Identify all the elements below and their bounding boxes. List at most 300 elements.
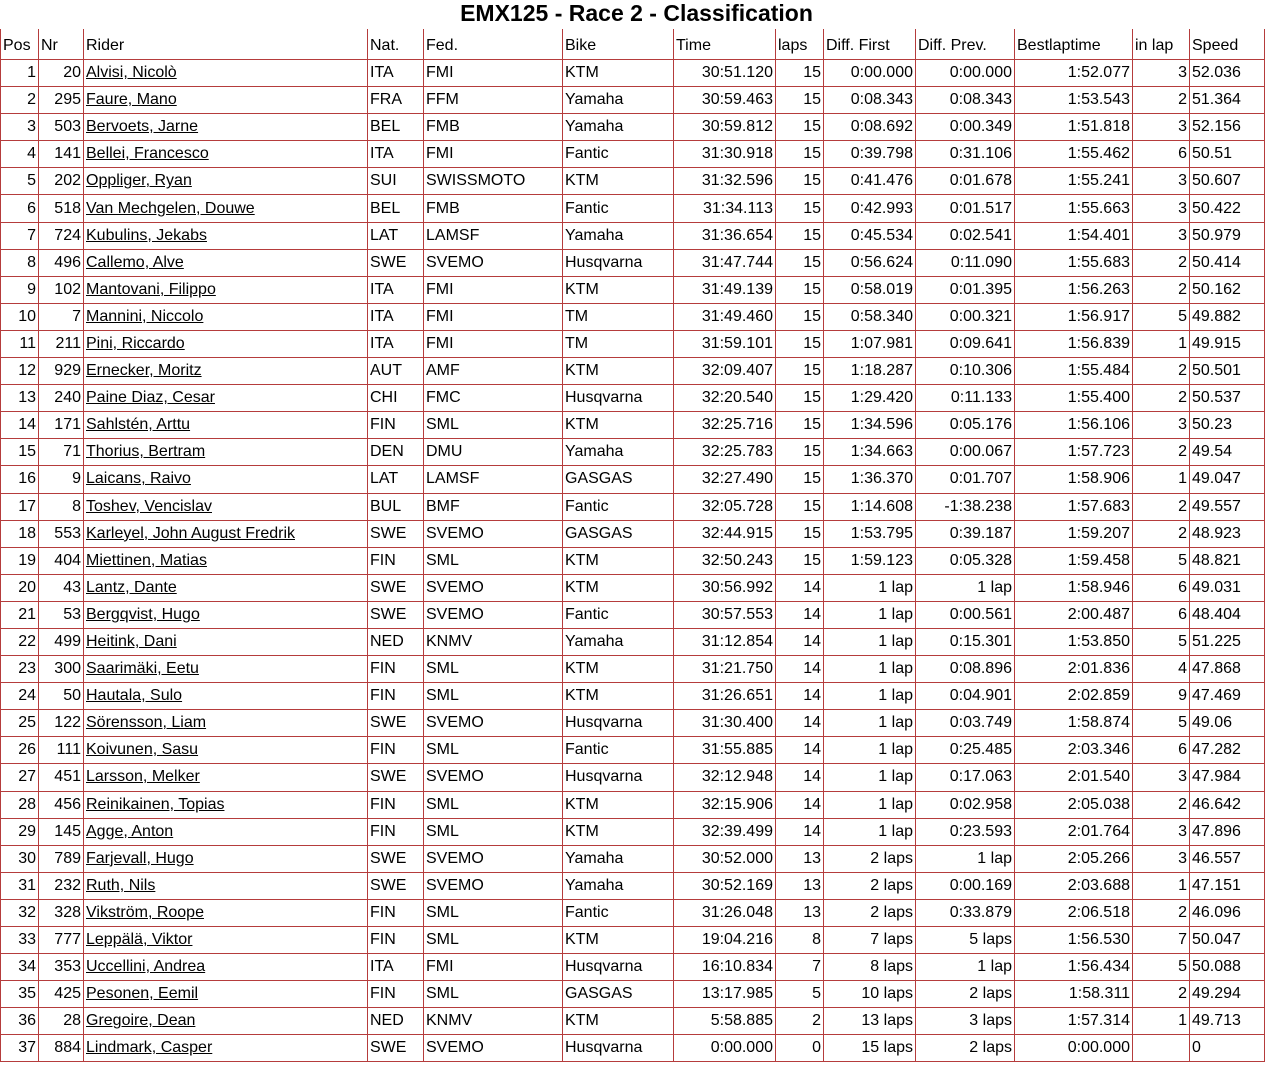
- cell-diff-prev: 0:00.067: [916, 439, 1015, 466]
- cell-time: 31:12.854: [674, 629, 776, 656]
- rider-link[interactable]: Koivunen, Sasu: [86, 741, 199, 759]
- cell-nat: SWE: [368, 575, 424, 602]
- cell-laps: 15: [776, 439, 824, 466]
- cell-diff-prev: 0:23.593: [916, 819, 1015, 846]
- cell-in-lap: 1: [1133, 1008, 1190, 1035]
- cell-fed: DMU: [424, 439, 563, 466]
- rider-link[interactable]: Pini, Riccardo: [86, 334, 185, 352]
- cell-fed: KNMV: [424, 629, 563, 656]
- cell-time: 32:27.490: [674, 466, 776, 493]
- cell-in-lap: 3: [1133, 114, 1190, 141]
- cell-diff-prev: 0:11.090: [916, 250, 1015, 277]
- cell-diff-prev: 0:02.958: [916, 792, 1015, 819]
- cell-nat: CHI: [368, 385, 424, 412]
- cell-rider: [84, 195, 368, 222]
- rider-link[interactable]: Bergqvist, Hugo: [86, 605, 200, 623]
- cell-bestlaptime: 2:01.836: [1015, 656, 1133, 683]
- cell-nr: 141: [39, 141, 84, 168]
- table-row: [0, 1035, 1265, 1062]
- cell-speed: 50.047: [1190, 927, 1265, 954]
- cell-diff-prev: -1:38.238: [916, 494, 1015, 521]
- rider-link[interactable]: Oppliger, Ryan: [86, 172, 192, 190]
- cell-speed: 50.979: [1190, 223, 1265, 250]
- cell-laps: 15: [776, 494, 824, 521]
- cell-nat: BEL: [368, 195, 424, 222]
- cell-nat: LAT: [368, 223, 424, 250]
- cell-laps: 15: [776, 548, 824, 575]
- table-row: [0, 223, 1265, 250]
- rider-link[interactable]: Heitink, Dani: [86, 633, 177, 651]
- cell-rider: [84, 954, 368, 981]
- rider-link[interactable]: Reinikainen, Topias: [86, 795, 225, 813]
- cell-time: 16:10.834: [674, 954, 776, 981]
- cell-nat: ITA: [368, 60, 424, 87]
- cell-nr: 211: [39, 331, 84, 358]
- rider-link[interactable]: Van Mechgelen, Douwe: [86, 199, 255, 217]
- cell-diff-prev: 1 lap: [916, 846, 1015, 873]
- rider-link[interactable]: Kubulins, Jekabs: [86, 226, 207, 244]
- cell-rider: [84, 304, 368, 331]
- cell-laps: 2: [776, 1008, 824, 1035]
- rider-link[interactable]: Ernecker, Moritz: [86, 362, 202, 380]
- table-body: [0, 60, 1265, 1062]
- cell-rider: [84, 602, 368, 629]
- cell-rider: [84, 277, 368, 304]
- cell-pos: 15: [0, 439, 39, 466]
- cell-nr: 171: [39, 412, 84, 439]
- cell-nr: 518: [39, 195, 84, 222]
- cell-diff-prev: 5 laps: [916, 927, 1015, 954]
- cell-rider: [84, 927, 368, 954]
- table-row: [0, 141, 1265, 168]
- cell-fed: SML: [424, 548, 563, 575]
- cell-laps: 15: [776, 114, 824, 141]
- cell-in-lap: 2: [1133, 87, 1190, 114]
- cell-bike: KTM: [563, 656, 674, 683]
- rider-link[interactable]: Gregoire, Dean: [86, 1012, 196, 1030]
- cell-laps: 14: [776, 629, 824, 656]
- rider-link[interactable]: Lantz, Dante: [86, 578, 177, 596]
- cell-speed: 50.162: [1190, 277, 1265, 304]
- cell-pos: 13: [0, 385, 39, 412]
- cell-pos: 7: [0, 223, 39, 250]
- cell-in-lap: 2: [1133, 250, 1190, 277]
- cell-in-lap: 2: [1133, 385, 1190, 412]
- cell-fed: SVEMO: [424, 250, 563, 277]
- cell-time: 5:58.885: [674, 1008, 776, 1035]
- cell-fed: FMI: [424, 954, 563, 981]
- cell-diff-first: 1 lap: [824, 764, 916, 791]
- cell-laps: 13: [776, 873, 824, 900]
- table-row: [0, 1008, 1265, 1035]
- cell-bestlaptime: 2:05.038: [1015, 792, 1133, 819]
- cell-diff-first: 2 laps: [824, 846, 916, 873]
- cell-nr: 724: [39, 223, 84, 250]
- cell-bike: GASGAS: [563, 466, 674, 493]
- cell-diff-first: 1 lap: [824, 602, 916, 629]
- cell-time: 32:25.783: [674, 439, 776, 466]
- rider-link[interactable]: Alvisi, Nicolò: [86, 64, 177, 82]
- table-row: [0, 629, 1265, 656]
- cell-fed: FMI: [424, 60, 563, 87]
- table-row: [0, 900, 1265, 927]
- rider-link[interactable]: Saarimäki, Eetu: [86, 660, 199, 678]
- cell-bestlaptime: 1:53.543: [1015, 87, 1133, 114]
- cell-diff-first: 1:14.608: [824, 494, 916, 521]
- cell-laps: 7: [776, 954, 824, 981]
- rider-link[interactable]: Callemo, Alve: [86, 253, 184, 271]
- cell-nat: SWE: [368, 602, 424, 629]
- cell-pos: 37: [0, 1035, 39, 1062]
- cell-time: 31:26.651: [674, 683, 776, 710]
- column-header-pos: Pos: [0, 29, 39, 60]
- cell-time: 31:30.918: [674, 141, 776, 168]
- cell-pos: 25: [0, 710, 39, 737]
- cell-bike: Husqvarna: [563, 764, 674, 791]
- table-row: [0, 358, 1265, 385]
- cell-nat: SWE: [368, 846, 424, 873]
- cell-rider: [84, 548, 368, 575]
- cell-bestlaptime: 2:05.266: [1015, 846, 1133, 873]
- cell-diff-prev: 0:10.306: [916, 358, 1015, 385]
- cell-rider: [84, 737, 368, 764]
- cell-diff-first: 1:34.596: [824, 412, 916, 439]
- cell-fed: LAMSF: [424, 223, 563, 250]
- cell-time: 31:49.139: [674, 277, 776, 304]
- cell-nat: SWE: [368, 764, 424, 791]
- cell-nat: NED: [368, 629, 424, 656]
- cell-bestlaptime: 1:58.311: [1015, 981, 1133, 1008]
- cell-laps: 15: [776, 195, 824, 222]
- cell-fed: SML: [424, 683, 563, 710]
- cell-fed: KNMV: [424, 1008, 563, 1035]
- cell-bestlaptime: 1:57.683: [1015, 494, 1133, 521]
- cell-nr: 929: [39, 358, 84, 385]
- cell-diff-first: 0:56.624: [824, 250, 916, 277]
- rider-link[interactable]: Thorius, Bertram: [86, 443, 206, 461]
- table-row: [0, 927, 1265, 954]
- rider-link[interactable]: Bervoets, Jarne: [86, 118, 199, 136]
- cell-rider: [84, 494, 368, 521]
- cell-laps: 14: [776, 792, 824, 819]
- cell-bestlaptime: 2:03.346: [1015, 737, 1133, 764]
- cell-fed: FMI: [424, 304, 563, 331]
- cell-time: 30:59.812: [674, 114, 776, 141]
- cell-speed: 47.282: [1190, 737, 1265, 764]
- cell-rider: [84, 141, 368, 168]
- cell-fed: SML: [424, 412, 563, 439]
- cell-in-lap: 2: [1133, 439, 1190, 466]
- cell-laps: 15: [776, 250, 824, 277]
- table-row: [0, 304, 1265, 331]
- cell-nr: 503: [39, 114, 84, 141]
- rider-link[interactable]: Sahlstén, Arttu: [86, 416, 191, 434]
- cell-nr: 28: [39, 1008, 84, 1035]
- cell-nat: ITA: [368, 141, 424, 168]
- cell-laps: 15: [776, 60, 824, 87]
- column-header-fed: Fed.: [424, 29, 563, 60]
- cell-diff-first: 15 laps: [824, 1035, 916, 1062]
- cell-diff-prev: 0:17.063: [916, 764, 1015, 791]
- cell-bestlaptime: 2:03.688: [1015, 873, 1133, 900]
- cell-fed: SML: [424, 927, 563, 954]
- cell-laps: 15: [776, 223, 824, 250]
- cell-speed: 47.896: [1190, 819, 1265, 846]
- cell-nr: 43: [39, 575, 84, 602]
- cell-bestlaptime: 1:57.314: [1015, 1008, 1133, 1035]
- cell-fed: FMI: [424, 141, 563, 168]
- cell-nat: SWE: [368, 521, 424, 548]
- cell-bike: Husqvarna: [563, 385, 674, 412]
- cell-bestlaptime: 1:55.241: [1015, 168, 1133, 195]
- cell-in-lap: 3: [1133, 819, 1190, 846]
- cell-laps: 14: [776, 764, 824, 791]
- cell-speed: 50.088: [1190, 954, 1265, 981]
- cell-nr: 777: [39, 927, 84, 954]
- cell-in-lap: 2: [1133, 981, 1190, 1008]
- cell-speed: 49.031: [1190, 575, 1265, 602]
- rider-link[interactable]: Agge, Anton: [86, 822, 174, 840]
- rider-link[interactable]: Karleyel, John August Fredrik: [86, 524, 295, 542]
- rider-link[interactable]: Bellei, Francesco: [86, 145, 209, 163]
- cell-pos: 6: [0, 195, 39, 222]
- cell-diff-first: 0:58.019: [824, 277, 916, 304]
- cell-in-lap: 3: [1133, 846, 1190, 873]
- cell-time: 31:47.744: [674, 250, 776, 277]
- cell-bike: Fantic: [563, 737, 674, 764]
- table-row: [0, 466, 1265, 493]
- cell-diff-first: 13 laps: [824, 1008, 916, 1035]
- column-header-diff-first: Diff. First: [824, 29, 916, 60]
- cell-diff-prev: 0:05.176: [916, 412, 1015, 439]
- cell-nr: 456: [39, 792, 84, 819]
- column-header-speed: Speed: [1190, 29, 1265, 60]
- rider-link[interactable]: Miettinen, Matias: [86, 551, 207, 569]
- cell-bike: KTM: [563, 168, 674, 195]
- cell-diff-first: 1 lap: [824, 656, 916, 683]
- cell-pos: 17: [0, 494, 39, 521]
- cell-nr: 295: [39, 87, 84, 114]
- cell-speed: 47.868: [1190, 656, 1265, 683]
- rider-link[interactable]: Laicans, Raivo: [86, 470, 191, 488]
- cell-diff-first: 0:08.343: [824, 87, 916, 114]
- cell-speed: 50.607: [1190, 168, 1265, 195]
- cell-bike: Husqvarna: [563, 250, 674, 277]
- column-header-laps: laps: [776, 29, 824, 60]
- cell-speed: 51.364: [1190, 87, 1265, 114]
- cell-diff-prev: 0:01.395: [916, 277, 1015, 304]
- cell-in-lap: 1: [1133, 873, 1190, 900]
- cell-laps: 13: [776, 846, 824, 873]
- cell-nr: 9: [39, 466, 84, 493]
- cell-diff-prev: 0:01.707: [916, 466, 1015, 493]
- cell-speed: 49.047: [1190, 466, 1265, 493]
- cell-bike: Yamaha: [563, 873, 674, 900]
- cell-speed: 50.537: [1190, 385, 1265, 412]
- cell-rider: [84, 1008, 368, 1035]
- cell-bike: KTM: [563, 412, 674, 439]
- cell-in-lap: 6: [1133, 141, 1190, 168]
- cell-bike: Yamaha: [563, 846, 674, 873]
- rider-link[interactable]: Lindmark, Casper: [86, 1039, 213, 1057]
- cell-bike: TM: [563, 304, 674, 331]
- cell-speed: 50.23: [1190, 412, 1265, 439]
- rider-link[interactable]: Faure, Mano: [86, 91, 177, 109]
- cell-pos: 27: [0, 764, 39, 791]
- rider-link[interactable]: Larsson, Melker: [86, 768, 200, 786]
- cell-diff-prev: 3 laps: [916, 1008, 1015, 1035]
- cell-nat: FIN: [368, 683, 424, 710]
- cell-nat: FIN: [368, 737, 424, 764]
- cell-speed: 47.469: [1190, 683, 1265, 710]
- rider-link[interactable]: Mannini, Niccolo: [86, 307, 204, 325]
- cell-bike: Yamaha: [563, 114, 674, 141]
- cell-bestlaptime: 1:56.530: [1015, 927, 1133, 954]
- cell-bestlaptime: 2:00.487: [1015, 602, 1133, 629]
- cell-time: 30:59.463: [674, 87, 776, 114]
- rider-link[interactable]: Pesonen, Eemil: [86, 985, 199, 1003]
- cell-in-lap: 6: [1133, 575, 1190, 602]
- rider-link[interactable]: Toshev, Vencislav: [86, 497, 212, 515]
- cell-diff-first: 0:41.476: [824, 168, 916, 195]
- cell-nat: LAT: [368, 466, 424, 493]
- cell-time: 31:26.048: [674, 900, 776, 927]
- cell-pos: 16: [0, 466, 39, 493]
- cell-speed: 0: [1190, 1035, 1265, 1062]
- cell-nr: 122: [39, 710, 84, 737]
- cell-bike: KTM: [563, 1008, 674, 1035]
- cell-nr: 404: [39, 548, 84, 575]
- column-header-bike: Bike: [563, 29, 674, 60]
- cell-bestlaptime: 1:55.683: [1015, 250, 1133, 277]
- cell-nr: 102: [39, 277, 84, 304]
- cell-fed: SVEMO: [424, 521, 563, 548]
- cell-bike: Fantic: [563, 900, 674, 927]
- cell-diff-first: 1 lap: [824, 792, 916, 819]
- cell-bike: Husqvarna: [563, 1035, 674, 1062]
- cell-nat: FIN: [368, 792, 424, 819]
- cell-diff-prev: 0:05.328: [916, 548, 1015, 575]
- cell-nr: 71: [39, 439, 84, 466]
- table-row: [0, 792, 1265, 819]
- cell-time: 32:15.906: [674, 792, 776, 819]
- cell-nat: DEN: [368, 439, 424, 466]
- table-row: [0, 331, 1265, 358]
- cell-in-lap: 3: [1133, 412, 1190, 439]
- cell-pos: 26: [0, 737, 39, 764]
- cell-bestlaptime: 1:55.462: [1015, 141, 1133, 168]
- cell-bestlaptime: 1:59.207: [1015, 521, 1133, 548]
- table-row: [0, 602, 1265, 629]
- cell-time: 32:50.243: [674, 548, 776, 575]
- cell-fed: SVEMO: [424, 710, 563, 737]
- cell-fed: AMF: [424, 358, 563, 385]
- rider-link[interactable]: Paine Diaz, Cesar: [86, 389, 215, 407]
- table-row: [0, 710, 1265, 737]
- rider-link[interactable]: Vikström, Roope: [86, 903, 204, 921]
- cell-pos: 3: [0, 114, 39, 141]
- cell-time: 32:25.716: [674, 412, 776, 439]
- rider-link[interactable]: Mantovani, Filippo: [86, 280, 216, 298]
- rider-link[interactable]: Sörensson, Liam: [86, 714, 207, 732]
- cell-nat: AUT: [368, 358, 424, 385]
- cell-rider: [84, 87, 368, 114]
- cell-nat: FRA: [368, 87, 424, 114]
- cell-fed: FMI: [424, 331, 563, 358]
- classification-table: [0, 29, 1265, 1062]
- cell-diff-prev: 0:00.169: [916, 873, 1015, 900]
- cell-pos: 31: [0, 873, 39, 900]
- cell-rider: [84, 168, 368, 195]
- cell-pos: 8: [0, 250, 39, 277]
- page-title: EMX125 - Race 2 - Classification: [460, 0, 813, 26]
- cell-diff-first: 1:34.663: [824, 439, 916, 466]
- rider-link[interactable]: Leppälä, Viktor: [86, 931, 193, 949]
- cell-bestlaptime: 0:00.000: [1015, 1035, 1133, 1062]
- cell-pos: 1: [0, 60, 39, 87]
- cell-nat: NED: [368, 1008, 424, 1035]
- cell-rider: [84, 466, 368, 493]
- cell-in-lap: 7: [1133, 927, 1190, 954]
- cell-in-lap: 3: [1133, 223, 1190, 250]
- cell-nr: 499: [39, 629, 84, 656]
- cell-bestlaptime: 1:56.839: [1015, 331, 1133, 358]
- cell-time: 31:34.113: [674, 195, 776, 222]
- cell-in-lap: 4: [1133, 656, 1190, 683]
- cell-speed: 46.096: [1190, 900, 1265, 927]
- cell-nr: 884: [39, 1035, 84, 1062]
- cell-pos: 5: [0, 168, 39, 195]
- cell-laps: 14: [776, 710, 824, 737]
- cell-in-lap: 5: [1133, 710, 1190, 737]
- cell-diff-prev: 0:31.106: [916, 141, 1015, 168]
- table-row: [0, 521, 1265, 548]
- cell-speed: 47.151: [1190, 873, 1265, 900]
- cell-speed: 51.225: [1190, 629, 1265, 656]
- cell-nat: FIN: [368, 900, 424, 927]
- cell-bike: KTM: [563, 60, 674, 87]
- cell-bike: Fantic: [563, 494, 674, 521]
- table-row: [0, 87, 1265, 114]
- cell-diff-prev: 0:08.343: [916, 87, 1015, 114]
- cell-nr: 145: [39, 819, 84, 846]
- cell-speed: 49.54: [1190, 439, 1265, 466]
- cell-rider: [84, 710, 368, 737]
- cell-laps: 15: [776, 168, 824, 195]
- cell-in-lap: 5: [1133, 548, 1190, 575]
- cell-pos: 11: [0, 331, 39, 358]
- rider-link[interactable]: Hautala, Sulo: [86, 687, 183, 705]
- cell-bestlaptime: 1:52.077: [1015, 60, 1133, 87]
- cell-laps: 14: [776, 602, 824, 629]
- cell-rider: [84, 792, 368, 819]
- cell-nr: 8: [39, 494, 84, 521]
- cell-nat: SWE: [368, 710, 424, 737]
- cell-nat: SUI: [368, 168, 424, 195]
- rider-link[interactable]: Ruth, Nils: [86, 876, 156, 894]
- cell-pos: 32: [0, 900, 39, 927]
- cell-bike: KTM: [563, 792, 674, 819]
- rider-link[interactable]: Farjevall, Hugo: [86, 849, 194, 867]
- cell-in-lap: 2: [1133, 900, 1190, 927]
- column-header-nr: Nr: [39, 29, 84, 60]
- cell-time: 31:49.460: [674, 304, 776, 331]
- cell-time: 31:30.400: [674, 710, 776, 737]
- cell-speed: 48.821: [1190, 548, 1265, 575]
- cell-nat: FIN: [368, 927, 424, 954]
- cell-bike: Husqvarna: [563, 954, 674, 981]
- rider-link[interactable]: Uccellini, Andrea: [86, 958, 206, 976]
